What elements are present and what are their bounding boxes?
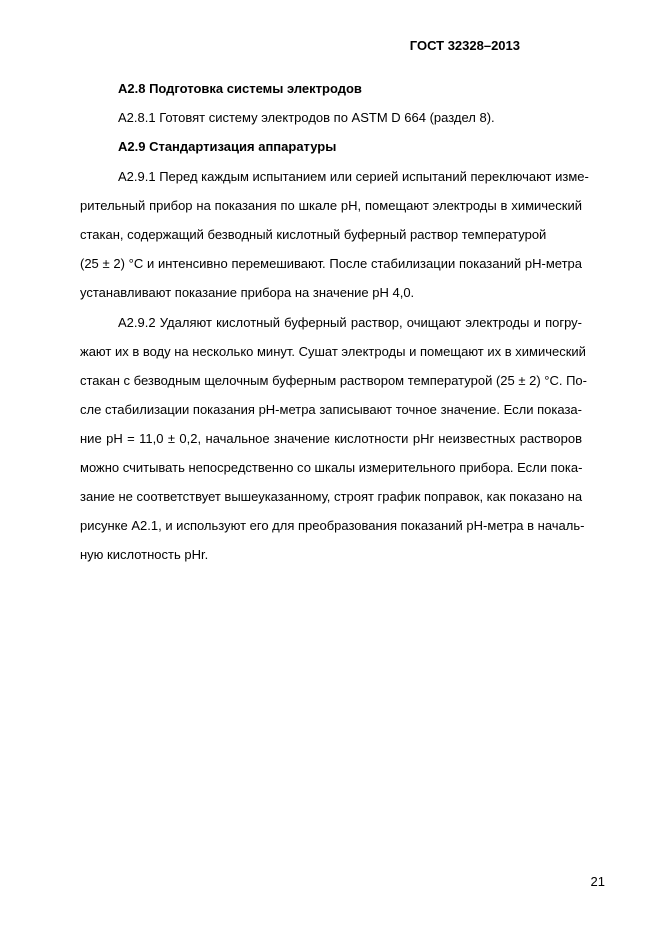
paragraph-line: А2.9.1 Перед каждым испытанием или серией испытаний переключают изме- [118,169,589,184]
paragraph-a292 [80,308,587,569]
paragraph-line: зание не соответствует вышеуказанному, строят график поправок, как показано на [80,489,583,504]
document-header-code: ГОСТ 32328–2013 [409,38,520,53]
paragraph-line: рительный прибор на показания по шкале рН, помещают электроды в химический [80,198,582,213]
paragraph-line: жают их в воду на несколько минут. Сушат электроды и помещают их в химический [80,344,586,359]
paragraph-a291 [80,162,589,307]
section-heading-a29: А2.9 Стандартизация аппаратуры [118,139,337,154]
paragraph-line: сле стабилизации показания рН-метра записывают точное значение. Если показа- [80,402,582,417]
paragraph-line: ние рН = 11,0 ± 0,2, начальное значение кислотности рНr неизвестных растворов [80,431,582,446]
paragraph-line: А2.9.2 Удаляют кислотный буферный раствор, очищают электроды и погру- [118,315,582,330]
paragraph-a281: А2.8.1 Готовят систему электродов по ASTM D 664 (раздел 8). [118,110,495,125]
page-number: 21 [590,874,605,889]
paragraph-line: стакан, содержащий безводный кислотный буферный раствор температурой [80,227,547,242]
paragraph-line: устанавливают показание прибора на значение рН 4,0. [80,285,415,300]
section-heading-a28: А2.8 Подготовка системы электродов [118,81,362,96]
paragraph-line: (25 ± 2) °С и интенсивно перемешивают. После стабилизации показаний рН-метра [80,256,582,271]
paragraph-line: стакан с безводным щелочным буферным раствором температурой (25 ± 2) °С. По- [80,373,587,388]
paragraph-line: рисунке А2.1, и используют его для преобразования показаний рН-метра в началь- [80,518,585,533]
paragraph-line: ную кислотность рНr. [80,547,209,562]
document-body [80,74,589,569]
paragraph-line: можно считывать непосредственно со шкалы измерительного прибора. Если пока- [80,460,583,475]
